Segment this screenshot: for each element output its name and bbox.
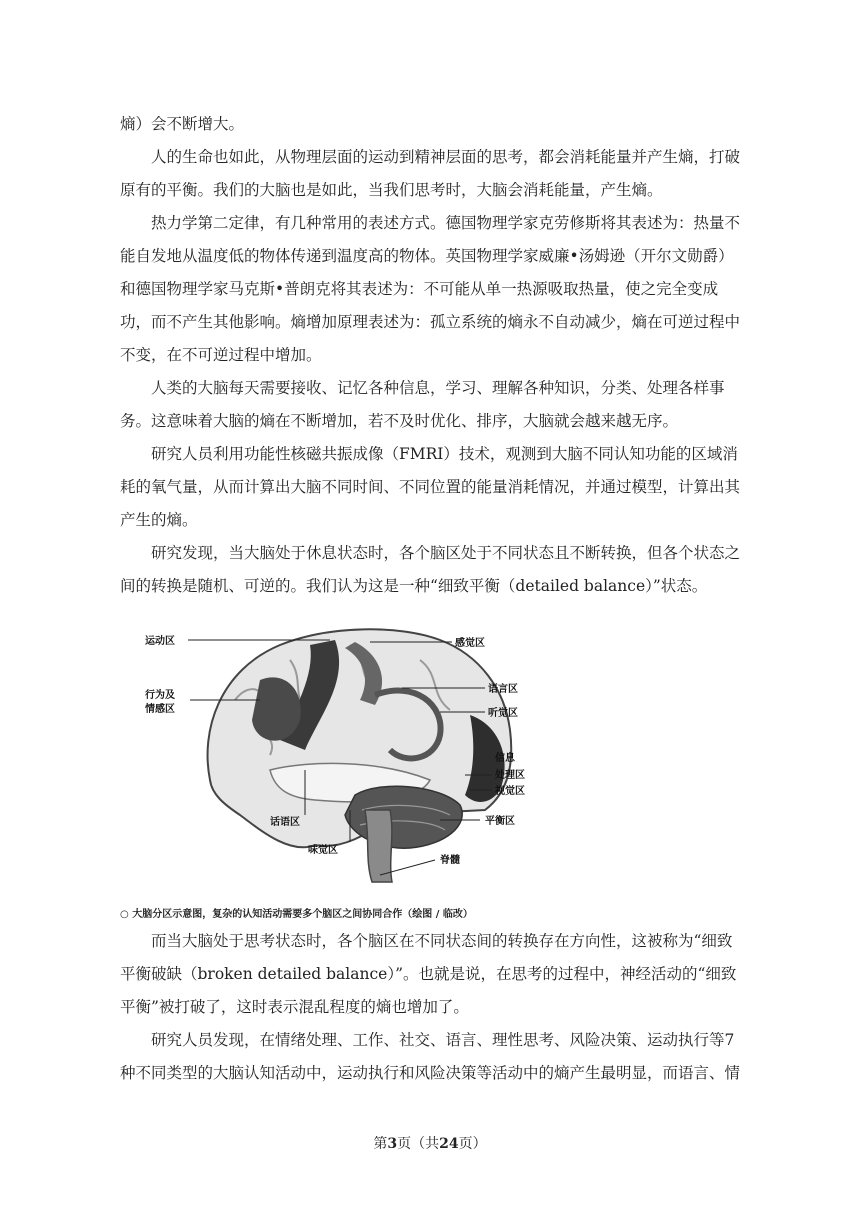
paragraph-broken-balance: 而当大脑处于思考状态时，各个脑区在不同状态间的转换存在方向性，这被称为“细致平衡破缺（broken detailed balance）”。也就是说，在思考的过程中，神经活动的“细致平衡”被打破了，这时表示混乱程度的熵也增加了。	[120, 932, 737, 1016]
figure-caption: ○ 大脑分区示意图，复杂的认知活动需要多个脑区之间协同合作（绘图 / 临改）	[120, 909, 473, 920]
footer-prefix: 第	[373, 1136, 388, 1152]
label-behavior-1: 行为及	[145, 690, 175, 701]
label-spinal: 脊髓	[440, 855, 460, 866]
label-sensory: 感觉区	[455, 638, 485, 649]
brain-diagram-svg	[140, 620, 560, 895]
label-taste: 味觉区	[308, 845, 338, 856]
footer-middle: 页（共	[397, 1136, 440, 1152]
paragraph-entropy-life: 人的生命也如此，从物理层面的运动到精神层面的思考，都会消耗能量并产生熵，打破原有的平衡。我们的大脑也是如此，当我们思考时，大脑会消耗能量，产生熵。	[120, 148, 741, 199]
paragraph-research-findings: 研究人员发现，在情绪处理、工作、社交、语言、理性思考、风险决策、运动执行等7种不同类型的大脑认知活动中，运动执行和风险决策等活动中的熵产生最明显，而语言、情	[120, 1031, 741, 1082]
label-language: 语言区	[488, 684, 518, 695]
label-motor: 运动区	[145, 636, 175, 647]
label-info-2: 处理区	[495, 770, 525, 781]
label-speech: 话语区	[270, 817, 300, 828]
page-footer	[0, 1133, 860, 1153]
paragraph-brain-info: 人类的大脑每天需要接收、记忆各种信息，学习、理解各种知识，分类、处理各样事务。这意味着大脑的熵在不断增加，若不及时优化、排序，大脑就会越来越无序。	[120, 379, 725, 430]
brainstem-shape	[365, 810, 392, 882]
label-visual: 视觉区	[495, 786, 525, 797]
cerebellum-shape	[345, 786, 462, 848]
label-balance: 平衡区	[485, 816, 515, 827]
footer-page-number: 3	[387, 1136, 398, 1152]
paragraph-fmri: 研究人员利用功能性核磁共振成像（FMRI）技术，观测到大脑不同认知功能的区域消耗的氧气量，从而计算出大脑不同时间、不同位置的能量消耗情况，并通过模型，计算出其产生的熵。	[120, 445, 741, 529]
brain-diagram	[140, 620, 560, 895]
label-info-1: 信息	[495, 753, 515, 764]
footer-total-pages: 24	[439, 1136, 459, 1152]
paragraph-continued: 熵）会不断增大。	[120, 115, 245, 133]
paragraph-detailed-balance: 研究发现，当大脑处于休息状态时，各个脑区处于不同状态且不断转换，但各个状态之间的转换是随机、可逆的。我们认为这是一种“细致平衡（detailed balance）”状态。	[120, 544, 741, 595]
paragraph-thermodynamics: 热力学第二定律，有几种常用的表述方式。德国物理学家克劳修斯将其表述为：热量不能自发地从温度低的物体传递到温度高的物体。英国物理学家威廉•汤姆逊（开尔文勋爵）和德国物理学家马克斯•普朗克将其表述为：不可能从单一热源吸取热量，使之完全变成功，而不产生其他影响。熵增加原理表述为：孤立系统的熵永不自动减少，熵在可逆过程中不变，在不可逆过程中增加。	[120, 214, 741, 364]
label-behavior-2: 情感区	[145, 704, 175, 715]
footer-suffix: 页）	[458, 1136, 487, 1152]
label-auditory: 听觉区	[488, 708, 518, 719]
